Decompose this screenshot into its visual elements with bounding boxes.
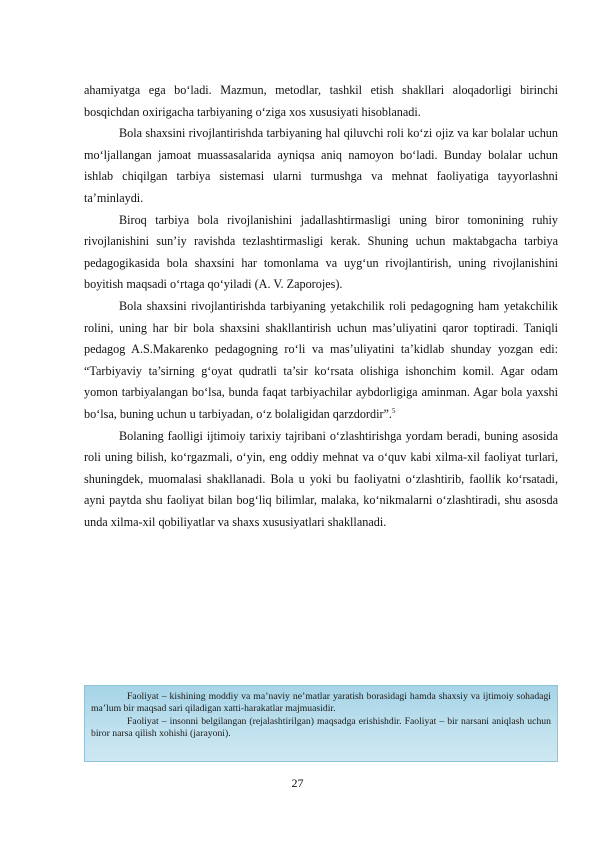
paragraph-3: Biroq tarbiya bola rivojlanishini jadallashtirmasligi uning biror tomonining ruhiy rivojlanishini sun’iy ravishda tezlashtirmasligi kerak. Shuning uchun maktabgacha tarbiya pedagogikasida bola shaxsini har tomonlama va uyg‘un rivojlantirish, uning rivojlanishini boyitish maqsadi o‘rtaga qo‘yiladi (A. V. Zaporojes). <box>84 212 558 292</box>
paragraph-4-text: Bola shaxsini rivojlantirishda tarbiyaning yetakchilik roli pedagogning ham yetakchilik rolini, uning har bir bola shaxsini shakllantirish uchun mas’uliyatini qaror toptiradi. Taniqli pedagog A.S.Makarenko pedagogning ro‘li va mas’uliyatini ta’kidlab shunday yozgan edi: “Tarbiyaviy ta’sirning g‘oyat qudratli ta’sir ko‘rsata olishiga ishonchim komil. Agar odam yomon tarbiyalangan bo‘lsa, bunda faqat tarbiyachilar aybdorligiga aminman. Agar bola yaxshi bo‘lsa, buning uchun u tarbiyadan, o‘z bolaligidan qarzdordir”. <box>84 298 558 421</box>
paragraph-4 <box>84 296 558 426</box>
paragraph-2: Bola shaxsini rivojlantirishda tarbiyaning hal qiluvchi roli ko‘zi ojiz va kar bolalar uchun mo‘ljallangan jamoat muassasalarida ayniqsa aniq namoyon bo‘ladi. Bunday bolalar uchun ishlab chiqilgan tarbiya sistemasi ularni turmushga va mehnat faoliyatiga tayyorlashni ta’minlaydi. <box>84 126 558 205</box>
page-body <box>84 80 558 533</box>
paragraph-1: ahamiyatga ega bo‘ladi. Mazmun, metodlar, tashkil etish shakllari aloqadorligi birinchi bosqichdan oxirigacha tarbiyaning o‘ziga xos xususiyati hisoblanadi. <box>84 83 558 119</box>
footnote-mark[interactable]: 5 <box>391 406 396 415</box>
definition-1: Faoliyat – kishining moddiy va ma’naviy ne’matlar yaratish borasidagi hamda shaxsiy va ijtimoiy sohadagi ma’lum bir maqsad sari qiladigan xatti-harakatlar majmuasidir. <box>91 691 551 715</box>
definition-2: Faoliyat – insonni belgilangan (rejalashtirilgan) maqsadga erishishdir. Faoliyat – bir narsani aniqlash uchun biror narsa qilish xohishi (jarayoni). <box>91 715 551 740</box>
page-number: 27 <box>291 776 304 790</box>
definition-box <box>84 685 558 762</box>
paragraph-5: Bolaning faolligi ijtimoiy tarixiy tajribani o‘zlashtirishga yordam beradi, buning asosida roli uning bilish, ko‘rgazmali, o‘yin, eng oddiy mehnat va o‘quv kabi xilma-xil faoliyat turlari, shuningdek, muomalasi shakllanadi. Bola u yoki bu faoliyatni o‘zlashtirib, faollik ko‘rsatadi, ayni paytda shu faoliyat bilan bog‘liq bilimlar, malaka, ko‘nikmalarni o‘zlashtiradi, shu asosda unda xilma-xil qobiliyatlar va shaxs xususiyatlari shakllanadi. <box>84 428 558 529</box>
